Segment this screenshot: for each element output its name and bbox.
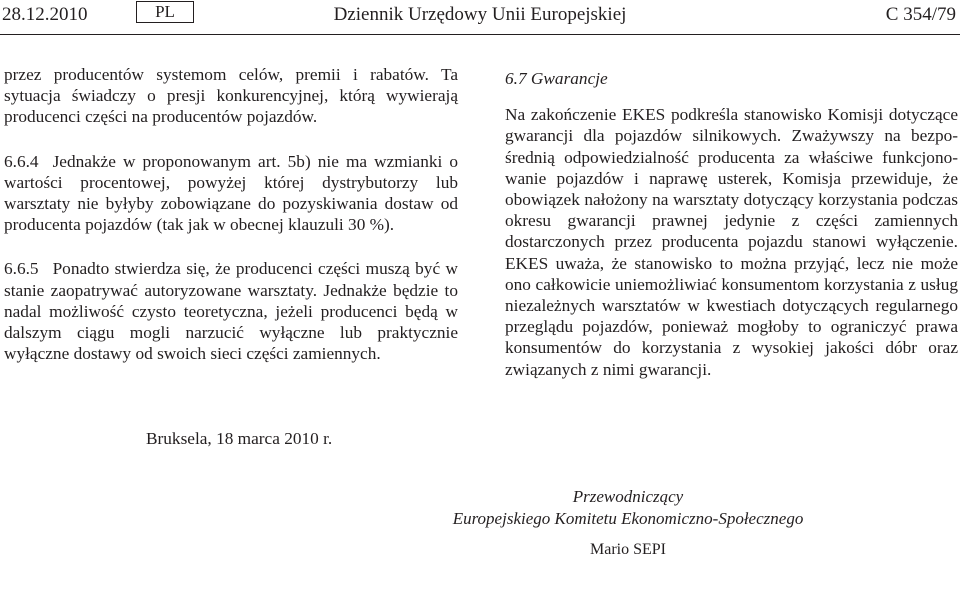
paragraph-number: 6.6.4 — [4, 151, 39, 171]
journal-title: Dziennik Urzędowy Unii Europejskiej — [333, 4, 627, 25]
page-header — [0, 0, 960, 34]
language-box: PL — [136, 1, 194, 23]
signature-block — [430, 486, 826, 561]
right-column — [505, 68, 958, 380]
warranty-paragraph: Na zakończenie EKES podkreśla stanowisko Komisji dotyczące gwarancji dla pojazdów silnikowych. Zważywszy na bezpośrednią odpowiedzialność producenta za właściwe funkcjonowanie pojazdów i naprawę usterek, Komisja przewiduje, że obowiązek nałożony na warsztaty dotyczący korzystania podczas okresu gwarancji prawnej jedynie z części zamiennych dostarczonych przez producenta pojazdu stanowi wyłączenie. EKES uważa, że stanowisko to można przyjąć, lecz nie może ono całkowicie uniemożliwiać konsumentom korzystania z usług niezależnych warsztatów w kwestiach dotyczących regularnego przeglądu pojazdów, ponieważ mogłoby to ograniczyć prawa konsumentów do korzystania z wysokiej jakości dóbr oraz związanych z nimi gwarancji. — [505, 105, 958, 379]
place-date: Bruksela, 18 marca 2010 r. — [146, 429, 333, 448]
page-reference: C 354/79 — [885, 4, 956, 25]
paragraph-text: Ponadto stwierdza się, że producenci części muszą być w stanie zaopatrywać autoryzowane warsztaty. Jednakże będzie to nadal możliwość czysto teoretyczna, jeżeli producenci będą w dalszym ciągu mogli narzucić wyłączne lub praktycznie wyłączne dostawy od swoich sieci części zamiennych. — [4, 259, 458, 364]
publication-date: 28.12.2010 — [2, 4, 88, 25]
section-title: 6.7 Gwarancje — [505, 69, 608, 88]
paragraph-6-6-5 — [4, 258, 458, 364]
left-column — [4, 64, 458, 364]
paragraph-6-6-4 — [4, 151, 458, 236]
signatory-name: Mario SEPI — [590, 541, 666, 558]
signatory-role: Przewodniczący — [572, 487, 684, 506]
paragraph-number: 6.6.5 — [4, 259, 39, 279]
intro-paragraph: przez producentów systemom celów, premii i rabatów. Ta sytuacja świadczy o presji konkurencyjnej, którą wywierają producenci części na producentów pojazdów. — [4, 65, 458, 127]
header-rule — [0, 34, 960, 35]
signatory-body: Europejskiego Komitetu Ekonomiczno-Społecznego — [452, 508, 804, 528]
paragraph-text: Jednakże w proponowanym art. 5b) nie ma wzmianki o wartości procentowej, powyżej której dystrybutorzy lub warsztaty nie byłyby zobowiązane do pozyskiwania dostaw od producenta pojazdów (tak jak w obecnej klauzuli 30 %). — [4, 151, 458, 235]
